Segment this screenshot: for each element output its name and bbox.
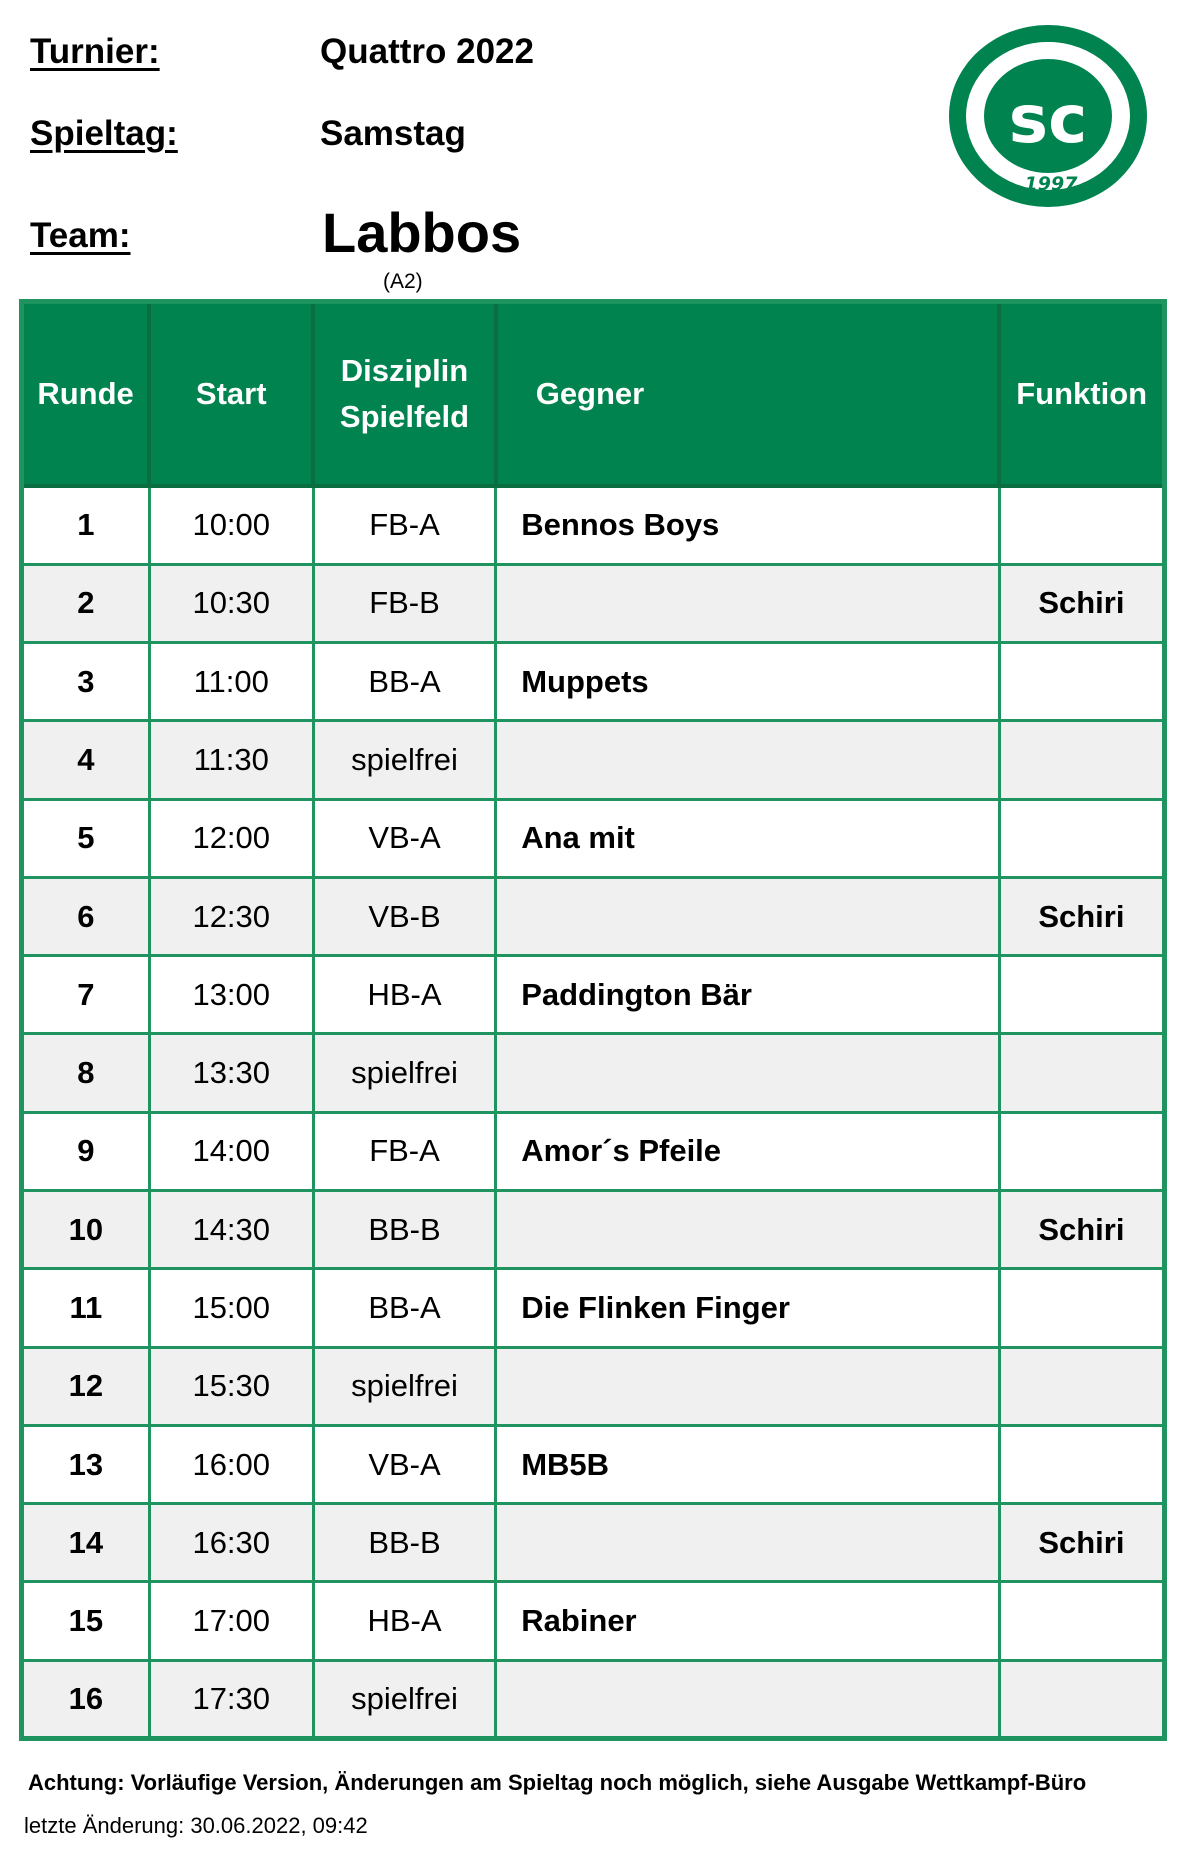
funktion-cell: Schiri xyxy=(999,877,1164,955)
start-cell: 10:00 xyxy=(149,486,313,564)
feld-cell: VB-A xyxy=(313,799,495,877)
turnier-value: Quattro 2022 xyxy=(320,32,534,71)
gegner-cell: Die Flinken Finger xyxy=(496,1269,1000,1347)
funktion-cell: Schiri xyxy=(999,1191,1164,1269)
spieltag-value: Samstag xyxy=(320,114,466,153)
runde-cell: 13 xyxy=(22,1425,150,1503)
funktion-cell xyxy=(999,1269,1164,1347)
funktion-cell xyxy=(999,486,1164,564)
runde-cell: 14 xyxy=(22,1504,150,1582)
start-cell: 14:00 xyxy=(149,1112,313,1190)
footer-note: Achtung: Vorläufige Version, Änderungen am Spieltag noch möglich, siehe Ausgabe Wettkampf-Büro xyxy=(28,1770,1087,1795)
runde-cell: 15 xyxy=(22,1582,150,1660)
header-row xyxy=(22,302,1165,487)
table-row xyxy=(22,1660,1165,1738)
funktion-cell: Schiri xyxy=(999,564,1164,642)
gegner-cell xyxy=(496,1347,1000,1425)
table-row xyxy=(22,643,1165,721)
table-row xyxy=(22,1582,1165,1660)
team-code: (A2) xyxy=(383,270,423,293)
logo-year: 1997 xyxy=(1024,173,1078,195)
start-cell: 10:30 xyxy=(149,564,313,642)
gegner-cell: Ana mit xyxy=(496,799,1000,877)
gegner-cell xyxy=(496,721,1000,799)
runde-cell: 4 xyxy=(22,721,150,799)
table-row xyxy=(22,1504,1165,1582)
logo-letters: sc xyxy=(1008,81,1088,158)
start-cell: 15:00 xyxy=(149,1269,313,1347)
col-header-line: Gegner xyxy=(535,376,645,411)
gegner-cell: Muppets xyxy=(496,643,1000,721)
start-cell: 14:30 xyxy=(149,1191,313,1269)
start-cell: 17:00 xyxy=(149,1582,313,1660)
table-row xyxy=(22,1425,1165,1503)
funktion-cell: Schiri xyxy=(999,1504,1164,1582)
gegner-cell: MB5B xyxy=(496,1425,1000,1503)
runde-cell: 2 xyxy=(22,564,150,642)
funktion-cell xyxy=(999,1034,1164,1112)
start-cell: 15:30 xyxy=(149,1347,313,1425)
feld-cell: FB-A xyxy=(313,486,495,564)
funktion-cell xyxy=(999,643,1164,721)
funktion-cell xyxy=(999,956,1164,1034)
start-cell: 11:00 xyxy=(149,643,313,721)
runde-cell: 7 xyxy=(22,956,150,1034)
runde-cell: 3 xyxy=(22,643,150,721)
table-row xyxy=(22,564,1165,642)
gegner-cell xyxy=(496,1191,1000,1269)
spieltag-label: Spieltag: xyxy=(30,114,178,153)
col-header-gegner xyxy=(496,302,1000,487)
runde-cell: 9 xyxy=(22,1112,150,1190)
funktion-cell xyxy=(999,1112,1164,1190)
table-row xyxy=(22,721,1165,799)
feld-cell: HB-A xyxy=(313,1582,495,1660)
schedule-table xyxy=(19,299,1167,1741)
table-row xyxy=(22,1112,1165,1190)
feld-cell: FB-B xyxy=(313,564,495,642)
start-cell: 16:00 xyxy=(149,1425,313,1503)
col-header-runde xyxy=(22,302,150,487)
runde-cell: 12 xyxy=(22,1347,150,1425)
col-header-disziplin xyxy=(313,302,495,487)
club-logo xyxy=(948,24,1148,208)
turnier-label: Turnier: xyxy=(30,32,160,71)
start-cell: 12:00 xyxy=(149,799,313,877)
funktion-cell xyxy=(999,1660,1164,1738)
start-cell: 16:30 xyxy=(149,1504,313,1582)
team-name: Labbos xyxy=(322,201,522,264)
funktion-cell xyxy=(999,1347,1164,1425)
feld-cell: BB-A xyxy=(313,1269,495,1347)
start-cell: 17:30 xyxy=(149,1660,313,1738)
runde-cell: 16 xyxy=(22,1660,150,1738)
table-row xyxy=(22,799,1165,877)
feld-cell: spielfrei xyxy=(313,1660,495,1738)
table-row xyxy=(22,956,1165,1034)
runde-cell: 8 xyxy=(22,1034,150,1112)
gegner-cell: Bennos Boys xyxy=(496,486,1000,564)
feld-cell: spielfrei xyxy=(313,721,495,799)
gegner-cell: Amor´s Pfeile xyxy=(496,1112,1000,1190)
runde-cell: 6 xyxy=(22,877,150,955)
gegner-cell xyxy=(496,1660,1000,1738)
col-header-line: Funktion xyxy=(1016,376,1148,411)
gegner-cell xyxy=(496,1034,1000,1112)
start-cell: 13:30 xyxy=(149,1034,313,1112)
start-cell: 13:00 xyxy=(149,956,313,1034)
feld-cell: HB-A xyxy=(313,956,495,1034)
gegner-cell xyxy=(496,1504,1000,1582)
funktion-cell xyxy=(999,1425,1164,1503)
start-cell: 12:30 xyxy=(149,877,313,955)
feld-cell: FB-A xyxy=(313,1112,495,1190)
col-header-line: Start xyxy=(195,376,267,411)
gegner-cell xyxy=(496,877,1000,955)
col-header-start xyxy=(149,302,313,487)
funktion-cell xyxy=(999,1582,1164,1660)
table-row xyxy=(22,1347,1165,1425)
start-cell: 11:30 xyxy=(149,721,313,799)
runde-cell: 1 xyxy=(22,486,150,564)
last-changed: letzte Änderung: 30.06.2022, 09:42 xyxy=(24,1813,368,1838)
table-row xyxy=(22,877,1165,955)
funktion-cell xyxy=(999,721,1164,799)
table-row xyxy=(22,1269,1165,1347)
gegner-cell: Rabiner xyxy=(496,1582,1000,1660)
funktion-cell xyxy=(999,799,1164,877)
feld-cell: spielfrei xyxy=(313,1347,495,1425)
team-label: Team: xyxy=(30,216,131,255)
gegner-cell: Paddington Bär xyxy=(496,956,1000,1034)
col-header-line: Runde xyxy=(37,376,134,411)
feld-cell: BB-B xyxy=(313,1191,495,1269)
col-header-line: Spielfeld xyxy=(339,399,470,434)
table-row xyxy=(22,1191,1165,1269)
col-header-funktion xyxy=(999,302,1164,487)
table-row xyxy=(22,486,1165,564)
feld-cell: VB-B xyxy=(313,877,495,955)
runde-cell: 5 xyxy=(22,799,150,877)
feld-cell: VB-A xyxy=(313,1425,495,1503)
gegner-cell xyxy=(496,564,1000,642)
runde-cell: 10 xyxy=(22,1191,150,1269)
feld-cell: spielfrei xyxy=(313,1034,495,1112)
runde-cell: 11 xyxy=(22,1269,150,1347)
table-row xyxy=(22,1034,1165,1112)
feld-cell: BB-B xyxy=(313,1504,495,1582)
col-header-line: Disziplin xyxy=(340,353,469,388)
feld-cell: BB-A xyxy=(313,643,495,721)
